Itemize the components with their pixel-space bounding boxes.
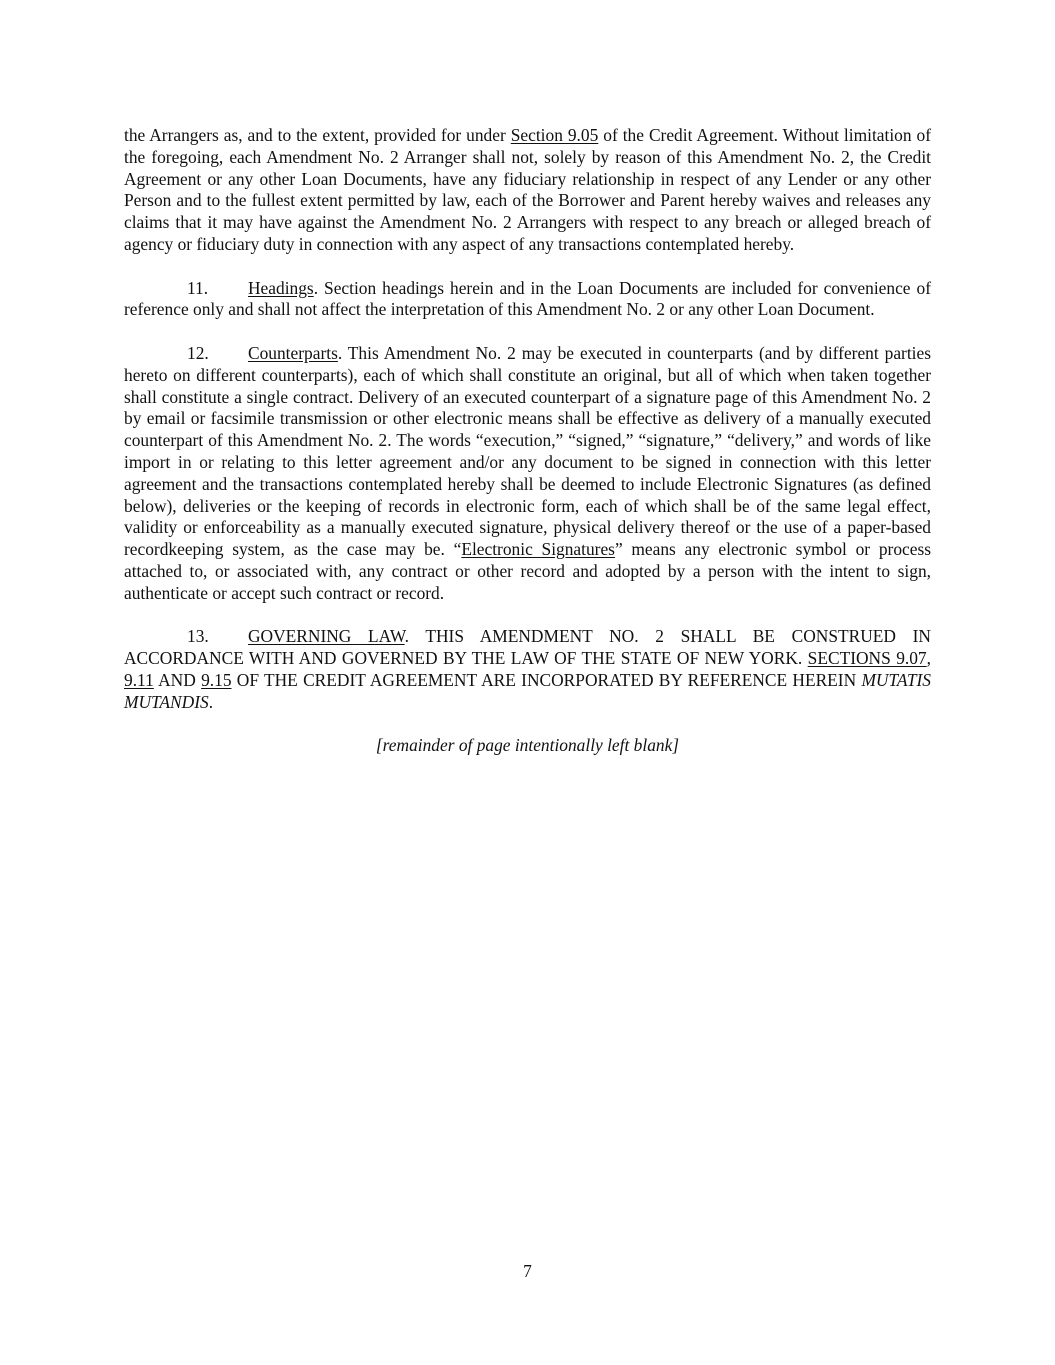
section-number: 13. [187, 626, 209, 647]
separator-text: , [926, 648, 931, 669]
section-text: ” means any electronic symbol or process attached to, or associated with, any contract or other record and adopted by a person with the intent to sign, authenticate or accept such contract or record. [124, 539, 931, 603]
section-text: . Section headings herein and in the Loan Documents are included for convenience of reference only and shall not affect the interpretation of this Amendment No. 2 or any other Loan Document. [124, 277, 931, 320]
section-text: OF THE CREDIT AGREEMENT ARE INCORPORATED BY REFERENCE HEREIN [231, 669, 862, 690]
section-12-counterparts [124, 343, 931, 605]
section-9-15-reference: 9.15 [201, 669, 232, 690]
section-9-07-reference: SECTIONS 9.07 [807, 648, 927, 669]
section-text: . [208, 691, 214, 712]
section-9-05-reference: Section 9.05 [510, 125, 599, 145]
remainder-note: [remainder of page intentionally left blank] [375, 735, 680, 756]
section-heading: GOVERNING LAW [248, 626, 405, 647]
document-body [124, 125, 931, 757]
section-11-headings [124, 278, 931, 322]
defined-term-electronic-signatures: Electronic Signatures [461, 539, 615, 560]
separator-text: AND [153, 669, 202, 690]
section-number: 11. [187, 277, 209, 298]
paragraph-arrangers [124, 125, 931, 256]
paragraph-text: of the Credit Agreement. Without limitation of the foregoing, each Amendment No. 2 Arranger shall not, solely by reason of this Amendment No. 2, the Credit Agreement or any other Loan Documents, have any fiduciary relationship in respect of any Lender or any other Person and to the fullest extent permitted by law, each of the Borrower and Parent hereby waives and releases any claims that it may have against the Amendment No. 2 Arrangers with respect to any breach or alleged breach of agency or fiduciary duty in connection with any aspect of any transactions contemplated hereby. [124, 125, 932, 254]
section-text: . This Amendment No. 2 may be executed in counterparts (and by different parties hereto on different counterparts), each of which shall constitute an original, but all of which when taken together shall constitute a single contract. Delivery of an executed counterpart of a signature page of this Amendment No. 2 by email or facsimile transmission or other electronic means shall be effective as delivery of a manually executed counterpart of this Amendment No. 2. The words “execution,” “signed,” “signature,” “delivery,” and words of like import in or relating to this letter agreement and/or any document to be signed in connection with this letter agreement and the transactions contemplated hereby shall be deemed to include Electronic Signatures (as defined below), deliveries or the keeping of records in electronic form, each of which shall be of the same legal effect, validity or enforceability as a manually executed signature, physical delivery thereof or the use of a paper-based recordkeeping system, as the case may be. “ [124, 342, 931, 560]
section-heading: Counterparts [248, 342, 338, 363]
section-text: . THIS AMENDMENT NO. 2 SHALL BE CONSTRUED IN ACCORDANCE WITH AND GOVERNED BY THE LAW OF THE STATE OF NEW YORK. [124, 626, 931, 669]
page-number: 7 [523, 1261, 532, 1281]
section-13-governing-law [124, 626, 931, 713]
section-number: 12. [187, 342, 209, 363]
section-heading: Headings [248, 277, 314, 298]
paragraph-text: the Arrangers as, and to the extent, provided for under [124, 125, 511, 145]
latin-phrase: MUTATIS MUTANDIS [124, 669, 931, 712]
section-9-11-reference: 9.11 [124, 669, 154, 690]
